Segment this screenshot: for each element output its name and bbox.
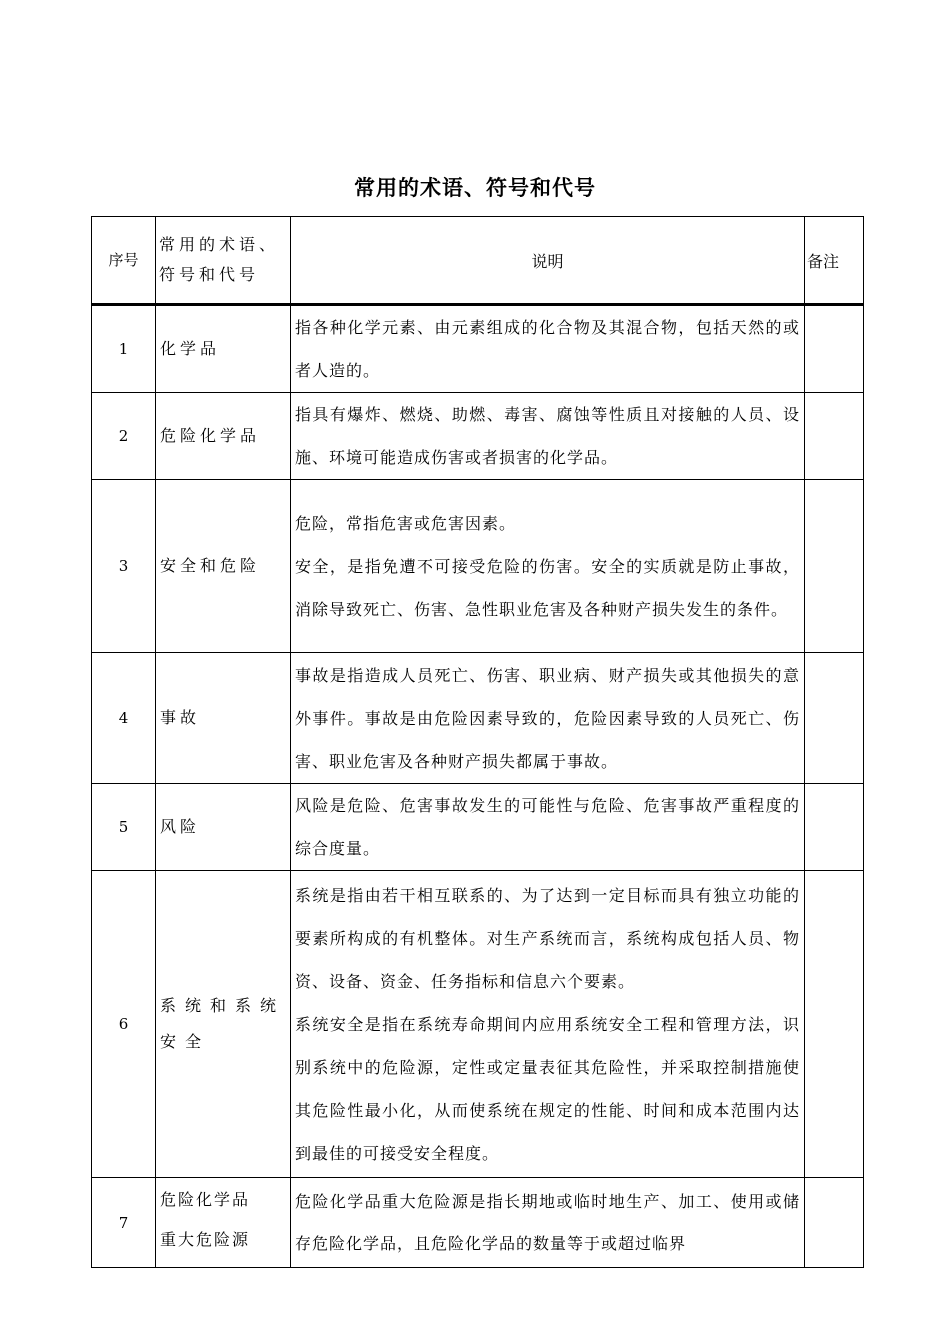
row-note-cell — [805, 305, 864, 393]
row-note-cell — [805, 653, 864, 784]
row-no-cell: 6 — [92, 871, 156, 1178]
row-desc-cell: 风险是危险、危害事故发生的可能性与危险、危害事故严重程度的综合度量。 — [291, 784, 805, 871]
row-no-cell: 7 — [92, 1178, 156, 1268]
row-term-cell: 系统和系统安全 — [156, 871, 291, 1178]
row-desc-cell: 指具有爆炸、燃烧、助燃、毒害、腐蚀等性质且对接触的人员、设施、环境可能造成伤害或者损害的化学品。 — [291, 393, 805, 480]
row-term-cell: 事故 — [156, 653, 291, 784]
row-desc-cell: 危险化学品重大危险源是指长期地或临时地生产、加工、使用或储存危险化学品，且危险化学品的数量等于或超过临界 — [291, 1178, 805, 1268]
header-no: 序号 — [92, 217, 156, 305]
row-no-cell: 5 — [92, 784, 156, 871]
row-no-cell: 1 — [92, 305, 156, 393]
row-no-cell: 3 — [92, 480, 156, 653]
table-row — [92, 480, 864, 653]
table-row — [92, 393, 864, 480]
row-note-cell — [805, 1178, 864, 1268]
document-title: 常用的术语、符号和代号 — [354, 176, 596, 200]
row-desc-cell: 危险，常指危害或危害因素。 安全，是指免遭不可接受危险的伤害。安全的实质就是防止事故，消除导致死亡、伤害、急性职业危害及各种财产损失发生的条件。 — [291, 480, 805, 653]
table-row — [92, 871, 864, 1178]
table-row — [92, 653, 864, 784]
row-note-cell — [805, 784, 864, 871]
row-note-cell — [805, 480, 864, 653]
row-no-cell: 4 — [92, 653, 156, 784]
table-row — [92, 784, 864, 871]
row-desc-cell: 系统是指由若干相互联系的、为了达到一定目标而具有独立功能的要素所构成的有机整体。对生产系统而言，系统构成包括人员、物资、设备、资金、任务指标和信息六个要素。 系统安全是指在系统寿命期间内应用系统安全工程和管理方法，识别系统中的危险源，定性或定量表征其危险性，并采取控制措施使其危险性最小化，从而使系统在规定的性能、时间和成本范围内达到最佳的可接受安全程度。 — [291, 871, 805, 1178]
row-note-cell — [805, 871, 864, 1178]
row-term-cell: 危险化学品 重大危险源 — [156, 1178, 291, 1268]
table-row — [92, 305, 864, 393]
table-row — [92, 1178, 864, 1268]
row-no-cell: 2 — [92, 393, 156, 480]
row-term-cell: 危险化学品 — [156, 393, 291, 480]
header-desc: 说明 — [291, 217, 805, 305]
header-term: 常用的术语、符号和代号 — [156, 217, 291, 305]
row-desc-cell: 指各种化学元素、由元素组成的化合物及其混合物，包括天然的或者人造的。 — [291, 305, 805, 393]
row-term-cell: 安全和危险 — [156, 480, 291, 653]
table-header-row — [92, 217, 864, 305]
row-term-cell: 化学品 — [156, 305, 291, 393]
terms-table — [91, 216, 864, 1268]
row-note-cell — [805, 393, 864, 480]
row-desc-cell: 事故是指造成人员死亡、伤害、职业病、财产损失或其他损失的意外事件。事故是由危险因素导致的，危险因素导致的人员死亡、伤害、职业危害及各种财产损失都属于事故。 — [291, 653, 805, 784]
header-note: 备注 — [805, 217, 864, 305]
row-term-cell: 风险 — [156, 784, 291, 871]
